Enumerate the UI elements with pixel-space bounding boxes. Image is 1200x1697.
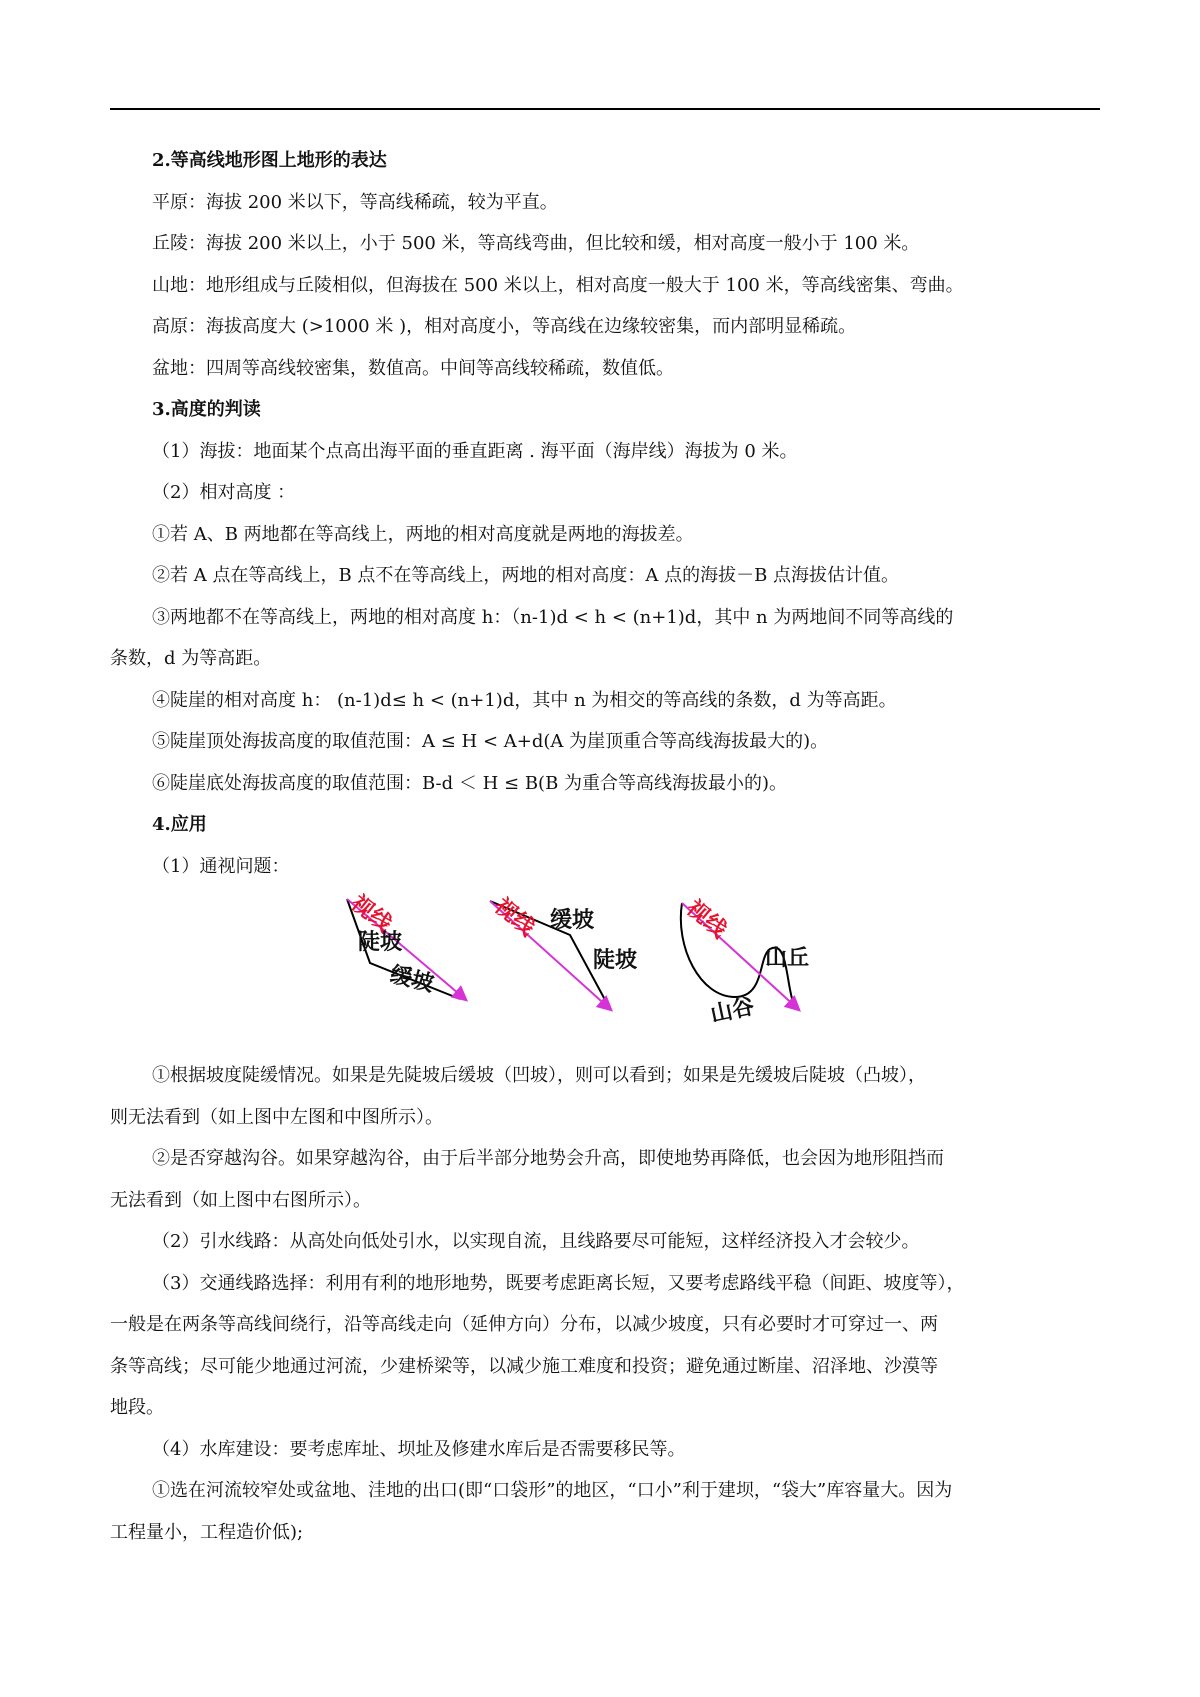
rule-3-line-2: 条数，d 为等高距。 xyxy=(110,648,272,669)
rule-6: ⑥陡崖底处海拔高度的取值范围：B-d ＜ H ≤ B(B 为重合等高线海拔最小的)。 xyxy=(152,772,788,794)
section-4-title: 4.应用 xyxy=(152,814,207,835)
traffic-line-4: 地段。 xyxy=(110,1397,164,1418)
plateau-text: 高原：海拔高度大 (>1000 米 )，相对高度小，等高线在边缘较密集，而内部明显稀疏。 xyxy=(152,316,857,337)
rule-1: ①若 A、B 两地都在等高线上，两地的相对高度就是两地的海拔差。 xyxy=(152,523,694,545)
middle-bottom-label: 陡坡 xyxy=(593,948,638,973)
right-valley-label: 山谷 xyxy=(708,994,757,1028)
sight-line-diagrams xyxy=(110,887,1100,1055)
right-diagram xyxy=(681,894,809,1028)
altitude-text: （1）海拔：地面某个点高出海平面的垂直距离 . 海平面（海岸线）海拔为 0 米。 xyxy=(152,440,798,462)
hill-text: 丘陵：海拔 200 米以上，小于 500 米，等高线弯曲，但比较和缓，相对高度一般小于 100 米。 xyxy=(152,233,920,254)
application-1-line-2: 则无法看到（如上图中左图和中图所示）。 xyxy=(110,1106,443,1128)
middle-sight-label: 视线 xyxy=(489,893,540,942)
section-3-title: 3.高度的判读 xyxy=(152,399,261,420)
sight-line-figure xyxy=(110,887,1100,1055)
section-2-title: 2.等高线地形图上地形的表达 xyxy=(152,150,387,171)
plain-text: 平原：海拔 200 米以下，等高线稀疏，较为平直。 xyxy=(152,191,558,213)
rule-4: ④陡崖的相对高度 h： (n-1)d≤ h < (n+1)d，其中 n 为相交的等高线的条数，d 为等高距。 xyxy=(152,689,897,711)
reservoir-text: （4）水库建设：要考虑库址、坝址及修建水库后是否需要移民等。 xyxy=(152,1438,686,1460)
basin-text: 盆地：四周等高线较密集，数值高。中间等高线较稀疏，数值低。 xyxy=(152,357,674,379)
left-diagram xyxy=(345,889,465,999)
reservoir-1-line-2: 工程量小，工程造价低); xyxy=(110,1521,304,1543)
right-hill-label: 山丘 xyxy=(765,946,810,971)
application-1-line-1: ①根据坡度陡缓情况。如果是先陡坡后缓坡（凹坡），则可以看到；如果是先缓坡后陡坡（凸坡）， xyxy=(152,1065,926,1086)
reservoir-1-line-1: ①选在河流较窄处或盆地、洼地的出口(即“口袋形”的地区，“口小”利于建坝，“袋大”库容量大。因为 xyxy=(152,1480,953,1501)
right-sight-label: 视线 xyxy=(681,895,732,944)
left-top-label: 陡坡 xyxy=(358,930,403,955)
relative-height-text: （2）相对高度 ： xyxy=(152,482,296,503)
traffic-line-3: 条等高线；尽可能少地通过河流，少建桥梁等，以减少施工难度和投资；避免通过断崖、沼泽地、沙漠等 xyxy=(110,1355,938,1377)
header-rule xyxy=(110,108,1100,110)
mountain-text: 山地：地形组成与丘陵相似，但海拔在 500 米以上，相对高度一般大于 100 米，等高线密集、弯曲。 xyxy=(152,274,964,296)
traffic-line-2: 一般是在两条等高线间绕行，沿等高线走向（延伸方向）分布，以减少坡度，只有必要时才可穿过一、两 xyxy=(110,1314,938,1335)
water-diversion-text: （2）引水线路：从高处向低处引水，以实现自流，且线路要尽可能短，这样经济投入才会较少。 xyxy=(152,1231,920,1252)
middle-top-label: 缓坡 xyxy=(550,908,595,933)
rule-5: ⑤陡崖顶处海拔高度的取值范围：A ≤ H < A+d(A 为崖顶重合等高线海拔最大的)。 xyxy=(152,731,829,752)
rule-2: ②若 A 点在等高线上，B 点不在等高线上，两地的相对高度：A 点的海拔－B 点海拔估计值。 xyxy=(152,565,900,586)
left-sight-label: 视线 xyxy=(346,890,397,938)
traffic-line-1: （3）交通线路选择：利用有利的地形地势，既要考虑距离长短，又要考虑路线平稳（间距、坡度等）， xyxy=(152,1272,965,1294)
rule-3-line-1: ③两地都不在等高线上，两地的相对高度 h：（n-1)d < h < (n+1)d，其中 n 为两地间不同等高线的 xyxy=(152,606,954,628)
document-body xyxy=(110,140,1100,1553)
sight-title: （1）通视问题： xyxy=(152,855,290,877)
middle-diagram xyxy=(489,892,638,1009)
left-bottom-label: 缓坡 xyxy=(387,962,437,998)
application-2-line-1: ②是否穿越沟谷。如果穿越沟谷，由于后半部分地势会升高，即使地势再降低，也会因为地形阻挡而 xyxy=(152,1148,944,1169)
application-2-line-2: 无法看到（如上图中右图所示）。 xyxy=(110,1189,371,1211)
